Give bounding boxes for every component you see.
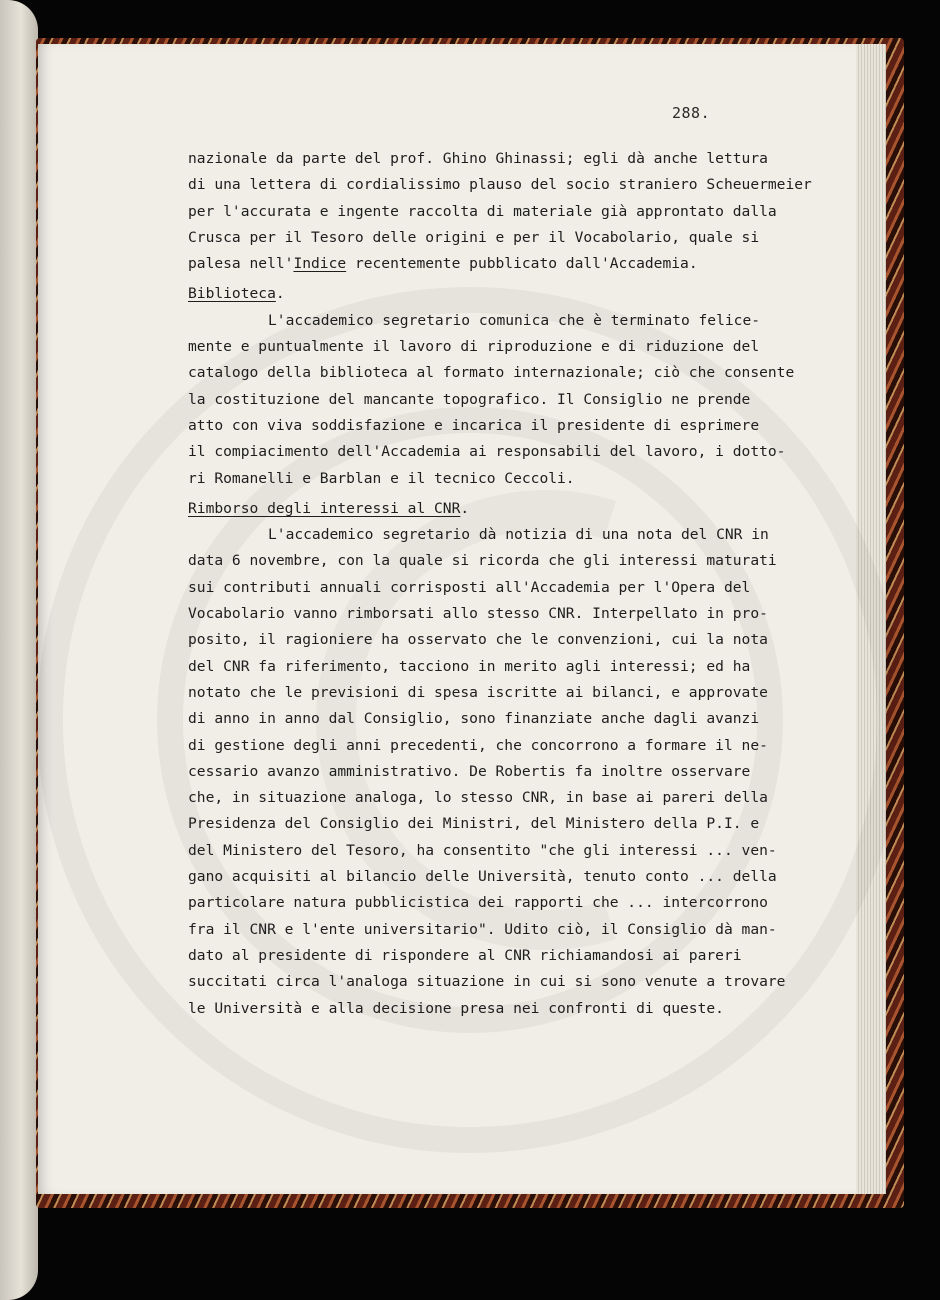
section-biblioteca — [188, 281, 795, 491]
text-line: di gestione degli anni precedenti, che concorrono a formare il ne- — [188, 736, 768, 754]
text-line: Presidenza del Consiglio dei Ministri, del Ministero della P.I. e — [188, 815, 760, 833]
text-line: data 6 novembre, con la quale si ricorda che gli interessi maturati — [188, 552, 777, 570]
text-line: posito, il ragioniere ha osservato che le convenzioni, cui la nota — [188, 631, 768, 649]
text-line: Crusca per il Tesoro delle origini e per il Vocabolario, quale si — [188, 228, 760, 246]
text-line: succitati circa l'analoga situazione in cui si sono venute a trovare — [188, 973, 786, 991]
text-line: sui contributi annuali corrisposti all'Accademia per l'Opera del — [188, 578, 751, 596]
text-line: le Università e alla decisione presa nei confronti di queste. — [188, 999, 724, 1017]
text-line: L'accademico segretario dà notizia di una nota del CNR in — [268, 526, 769, 544]
text-line: la costituzione del mancante topografico. Il Consiglio ne prende — [188, 390, 751, 408]
text-line: nazionale da parte del prof. Ghino Ghinassi; egli dà anche lettura — [188, 150, 768, 167]
heading-rimborso: Rimborso degli interessi al CNR — [188, 499, 461, 517]
text-line: fra il CNR e l'ente universitario". Udito ciò, il Consiglio dà man- — [188, 920, 777, 938]
text-line: del CNR fa riferimento, tacciono in merito agli interessi; ed ha — [188, 657, 751, 675]
heading-biblioteca: Biblioteca — [188, 285, 276, 303]
text-line: particolare natura pubblicistica dei rapporti che ... intercorrono — [188, 894, 768, 912]
section-heading — [188, 496, 728, 522]
text-line: cessario avanzo amministrativo. De Robertis fa inoltre osservare — [188, 762, 751, 780]
page-stack-edges — [856, 44, 886, 1194]
text-line: che, in situazione analoga, lo stesso CNR, in base ai pareri della — [188, 789, 768, 807]
page-number: 288. — [672, 104, 711, 122]
text-line: per l'accurata e ingente raccolta di materiale già approntato dalla — [188, 202, 777, 220]
document-body — [188, 146, 812, 1022]
text-line — [188, 251, 728, 277]
text-line: di anno in anno dal Consiglio, sono finanziate anche dagli avanzi — [188, 710, 760, 728]
left-page-edge — [0, 0, 38, 1300]
heading-punctuation: . — [460, 499, 470, 517]
text-line: dato al presidente di rispondere al CNR richiamandosi ai pareri — [188, 946, 742, 964]
heading-punctuation: . — [275, 285, 285, 303]
text-line: mente e puntualmente il lavoro di riproduzione e di riduzione del — [188, 338, 760, 356]
text-line: Vocabolario vanno rimborsati allo stesso CNR. Interpellato in pro- — [188, 605, 768, 623]
text-line: notato che le previsioni di spesa iscritte ai bilanci, e approvate — [188, 683, 768, 701]
section-heading — [188, 281, 728, 307]
paragraph-continuation — [188, 146, 812, 277]
section-rimborso — [188, 496, 786, 1022]
text-line: del Ministero del Tesoro, ha consentito "che gli interessi ... ven- — [188, 841, 777, 859]
text-line: di una lettera di cordialissimo plauso del socio straniero Scheuermeier — [188, 176, 812, 194]
text-line: atto con viva soddisfazione e incarica il presidente di esprimere — [188, 416, 760, 434]
text-line: ri Romanelli e Barblan e il tecnico Ceccoli. — [188, 469, 575, 487]
text-fragment: recentemente pubblicato dall'Accademia. — [346, 255, 698, 273]
text-fragment: palesa nell' — [188, 255, 294, 273]
text-line: L'accademico segretario comunica che è terminato felice- — [268, 311, 761, 329]
indice-title: Indice — [293, 255, 347, 273]
text-line: gano acquisiti al bilancio delle Università, tenuto conto ... della — [188, 868, 777, 886]
text-line: il compiacimento dell'Accademia ai responsabili del lavoro, i dotto- — [188, 443, 786, 461]
text-line: catalogo della biblioteca al formato internazionale; ciò che consente — [188, 364, 795, 382]
